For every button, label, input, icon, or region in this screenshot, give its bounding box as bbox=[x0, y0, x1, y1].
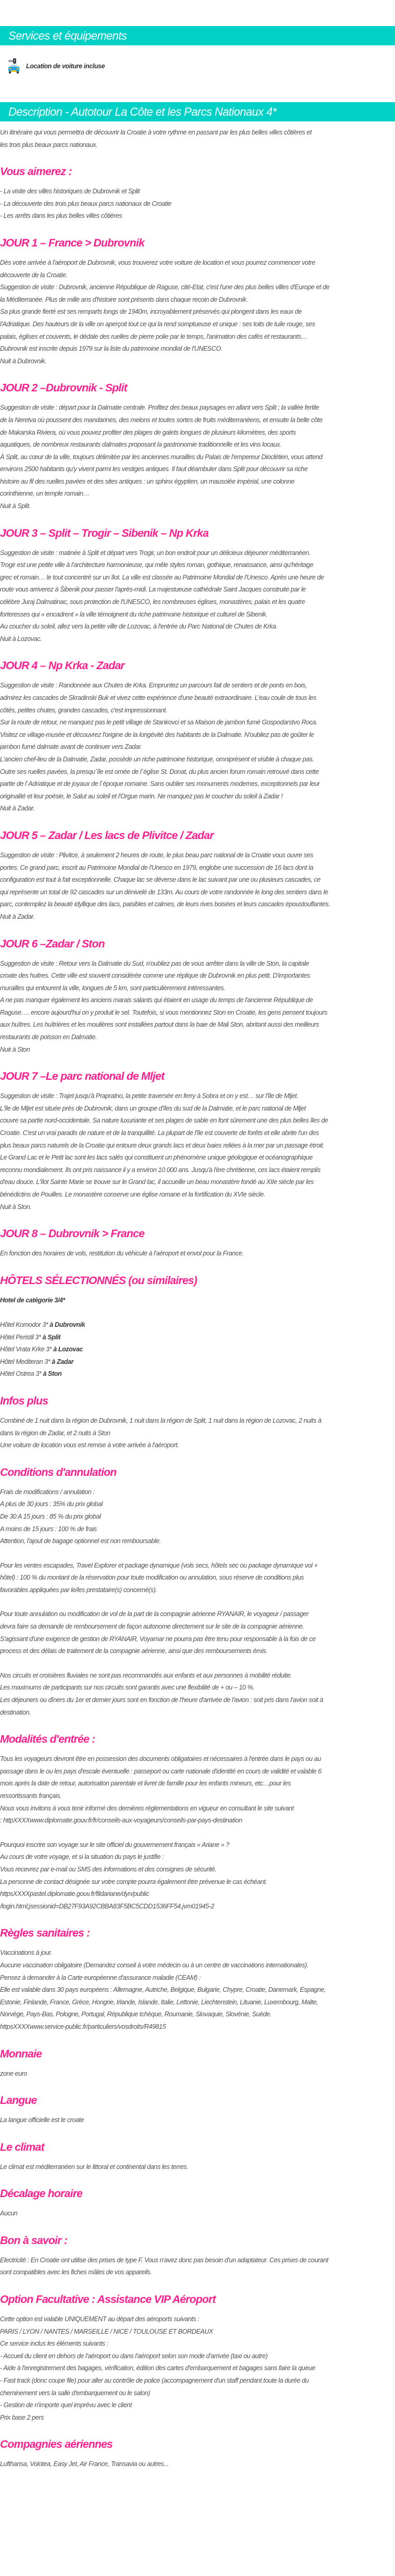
text-line: Raguse…. encore aujourd'hui on y produit le sel. Toutefois, si vous mentionnez Ston en Croatie, les gens pensent toujours bbox=[0, 1008, 327, 1016]
text-line: admirez les cascades de Skradinski Buk et vivez cette expérience d'une beauté extraordinaire. L'eau coule de tous les bbox=[0, 694, 316, 701]
timezone-body bbox=[0, 2208, 395, 2220]
text-line: Pourquoi inscrire son voyage sur le site officiel du gouvernement français « Ariane » ? bbox=[0, 1841, 229, 1848]
text-line: découverte de la Croatie. bbox=[0, 271, 68, 279]
infos-body bbox=[0, 1415, 395, 1452]
conditions-ryanair bbox=[0, 1608, 395, 1657]
hotel-category: Hotel de catégorie 3/4* bbox=[0, 1296, 65, 1304]
currency-section bbox=[0, 2047, 395, 2080]
text-line: cheminement vers la salle d'embarquement ou le salon) bbox=[0, 2389, 150, 2397]
text-line: palais, églises et couvents, le dédale des ruelles de pierre polie par le temps, l'animation des cafés et restaurants… bbox=[0, 332, 307, 340]
text-line: Suggestion de visite : matinée à Split et départ vers Trogir, un bon endroit pour un délicieux déjeuner méditerranéen. bbox=[0, 549, 311, 557]
text-line: plus beaux parcs naturels de la Croatie qui entoure deux grands lacs et deux baies reliées à la mer par un passage étroit. bbox=[0, 1141, 325, 1149]
text-line: Le Grand Lac et le Petit lac sont les lacs salés qui constituent un phénomène unique géologique et océanographique bbox=[0, 1154, 313, 1162]
language-title: Langue bbox=[0, 2094, 37, 2107]
text-line: portes. Ce grand parc, inscrit au Patrimoine Mondial de l'Unesco en 1979, englobe une succession de 16 lacs dont la bbox=[0, 864, 314, 871]
text-line: Au cours de votre voyage, et si la situation du pays le justifie : bbox=[0, 1853, 164, 1861]
text-line: jambon fumé dalmate avant de continuer vers Zadar. bbox=[0, 743, 142, 751]
section-body bbox=[0, 547, 395, 646]
text-line: Frais de modifications / annulation : bbox=[0, 1488, 95, 1496]
text-line: - Accueil du client en dehors de l'aéroport ou dans l'aéroport selon son mode d'arrivée (taxi ou autre) bbox=[0, 2352, 268, 2360]
section-title: JOUR 6 –Zadar / Ston bbox=[0, 938, 105, 950]
language-section bbox=[0, 2093, 395, 2127]
text-line: Ce service inclus les éléments suivants : bbox=[0, 2340, 108, 2348]
section-body bbox=[0, 1248, 395, 1260]
text-line: La personne de contact désignée sur votre compte pourra également être prévenue le cas échéant. bbox=[0, 1878, 267, 1885]
text-line: forteresses qui « encadrent » la ville témoignent du riche patrimoine historique et culturel de Sibenik. bbox=[0, 610, 268, 618]
itinerary-section bbox=[0, 829, 395, 923]
hotel-item: Hôtel Mediteran 3* à Zadar bbox=[0, 1358, 73, 1365]
text-line: A moins de 15 jours : 100 % de frais bbox=[0, 1525, 97, 1533]
text-line: A ne pas manquer également les anciens marais salants qui étaient en usage du temps de l'ancienne République de bbox=[0, 996, 313, 1004]
section-body bbox=[0, 958, 395, 1056]
hotels-body bbox=[0, 1295, 395, 1381]
services-header bbox=[0, 26, 395, 45]
service-label: Location de voiture incluse bbox=[26, 63, 105, 70]
health-title: Règles sanitaires : bbox=[0, 1927, 90, 1940]
itinerary-section bbox=[0, 937, 395, 1056]
airlines-body bbox=[0, 2458, 395, 2471]
text-line: restaurants de poisson en Dalmatie. bbox=[0, 1033, 97, 1041]
text-line: A plus de 30 jours : 35% du prix global bbox=[0, 1500, 103, 1508]
text-line: partie de l´Adriatique et de joyaux de l´époque romaine. Sans oublier ses monuments modernes, exceptionnels par leur bbox=[0, 780, 320, 788]
itinerary-section bbox=[0, 1069, 395, 1213]
text-line: corinthienne, un temple romain… bbox=[0, 490, 90, 498]
itinerary-section bbox=[0, 659, 395, 815]
text-line: Dubrovnik est inscrite depuis 1979 sur la liste du patrimoine mondial de l'UNESCO. bbox=[0, 345, 223, 353]
section-body bbox=[0, 680, 395, 815]
section-body bbox=[0, 402, 395, 512]
text-line: Attention, l'ajout de bagage optionnel est non remboursable. bbox=[0, 1537, 161, 1545]
infos-section bbox=[0, 1394, 395, 1452]
section-title: Vous aimerez : bbox=[0, 166, 72, 178]
text-line: destination. bbox=[0, 1708, 31, 1716]
text-line: grec et romain… le tout concentré sur un îlot. La ville est classée au Patrimoine Mondial de l'Unesco. Après une heure de bbox=[0, 573, 324, 581]
text-line: - Gestion de n'importe quel imprévu avec le client bbox=[0, 2401, 132, 2409]
text-line: Croatie. C'est un vrai paradis de nature et de la tranquillité. La plupart de l'île est couverte de forêts et elle abrite l'un des bbox=[0, 1129, 319, 1137]
text-line: /login.html;jsessionid=DB27F93A92CBBA83F5BC5CDD1536FF54.jvm01945-2 bbox=[0, 1902, 214, 1910]
conditions-section bbox=[0, 1465, 395, 1719]
text-line: Suggestion de visite : Trajet jusqu'à Prapratno, la petite traversée en ferry à Sobra et on y est… sur l'île de Mljet. bbox=[0, 1092, 299, 1100]
infos-title: Infos plus bbox=[0, 1395, 48, 1407]
description-title: Description - Autotour La Côte et les Parcs Nationaux 4* bbox=[8, 105, 277, 118]
text-line: Pour toute annulation ou modification de vol de la part de la compagnie aérienne RYANAIR, le voyageur / passager bbox=[0, 1610, 308, 1618]
text-line: qui représente un total de 92 cascades sur un dénivelé de 133m. Au cours de votre randonnée le long des sentiers dans le bbox=[0, 888, 328, 896]
section-title: JOUR 5 – Zadar / Les lacs de Plivitce / Zadar bbox=[0, 829, 214, 842]
text-line: d'eau douce. L'îlot Sainte Marie se trouve sur le Grand lac, il accueille un beau monastère fondé au XIIe siècle par les bbox=[0, 1178, 314, 1186]
text-line: la Méditerranée. Plus de mille ans d'histoire sont présents dans chaque recoin de Dubrovnik. bbox=[0, 295, 248, 303]
text-line: Nuit à Split. bbox=[0, 502, 31, 510]
text-line: Dès votre arrivée à l'aéroport de Dubrovnik, vous trouverez votre voiture de location et vous pourrez commencer votre bbox=[0, 258, 315, 266]
text-line: Cette option est valable UNIQUEMENT au départ des aéroports suivants : bbox=[0, 2315, 200, 2323]
text-line: - Les arrêts dans les plus belles villes côtières bbox=[0, 212, 122, 220]
entry-ariane bbox=[0, 1839, 395, 1913]
text-line: ressortissants français. bbox=[0, 1792, 61, 1799]
currency-body bbox=[0, 2068, 395, 2080]
text-line: À Split, au cœur de la ville, toujours délimitée par les anciennes murailles du Palais de l'empereur Dioclétien, vous attend bbox=[0, 453, 323, 461]
text-line: Lufthansa, Volotea, Easy Jet, Air France, Transavia ou autres... bbox=[0, 2460, 169, 2468]
section-title: JOUR 7 –Le parc national de Mljet bbox=[0, 1070, 165, 1083]
text-line: Nous vous invitons à vous tenir informé des dernières réglementations en vigueur en consultant le site suivant bbox=[0, 1804, 294, 1812]
text-line: reconnu mondialement. Ils ont pris naissance il y a environ 10 000 ans. Jusqu'à l'ère chrétienne, ces lacs étaient remplis bbox=[0, 1166, 320, 1174]
itinerary-section bbox=[0, 526, 395, 646]
intro-text: Un itinéraire qui vous permettra de découvrir la Croatie à votre rythme en passant par les plus belles villes côtières et les trois plus beaux parcs nationaux. bbox=[0, 129, 312, 149]
currency-title: Monnaie bbox=[0, 2048, 42, 2060]
text-line: aquatiques, de nombreux restaurants dalmates proposant la gastronomie traditionnelle et les vins locaux. bbox=[0, 441, 281, 449]
text-line: Nuit à Ston bbox=[0, 1045, 30, 1053]
conditions-title: Conditions d'annulation bbox=[0, 1466, 117, 1478]
text-line: La langue officielle est le croate bbox=[0, 2116, 84, 2124]
text-line: PARIS / LYON / NANTES / MARSEILLE / NICE / TOULOUSE ET BORDEAUX bbox=[0, 2327, 213, 2335]
text-line: passage dans le ou les pays d'escale éventuelle : passeport ou carte nationale d'identité en cours de validité et valable 6 bbox=[0, 1767, 322, 1775]
text-line: S'agissant d'une exigence de gestion de RYANAIR, Voyamar ne pourra pas être tenu pour responsable à la fois de ce bbox=[0, 1635, 316, 1643]
text-line: croate des huitres. Cette ville est souvent considérée comme une réplique de Dubrovnik en plus petit. D'importantes bbox=[0, 972, 310, 980]
entry-section bbox=[0, 1732, 395, 1913]
text-line: Pour les ventes escapades, Travel Explorer et package dynamique (vols secs, hôtels sec ou package dynamique vol + bbox=[0, 1561, 318, 1569]
hotels-section bbox=[0, 1274, 395, 1381]
text-line: Aucun bbox=[0, 2210, 18, 2217]
text-line: Suggestion de visite : Randonnée aux Chutes de Krka. Empruntez un parcours fait de sentiers et de ponts en bois, bbox=[0, 682, 307, 689]
text-line: : httpXXXXwww.diplomatie.gouv.fr/fr/conseils-aux-voyageurs/conseils-par-pays-destination bbox=[0, 1817, 242, 1825]
text-line: Nuit à Zadar. bbox=[0, 805, 35, 812]
hotel-item: Hôtel Komodor 3* à Dubrovnik bbox=[0, 1321, 85, 1328]
text-line: En fonction des horaires de vols, restitution du véhicule à l'aéroport et envol pour la France. bbox=[0, 1250, 244, 1258]
text-line: Les déjeuners ou dîners du 1er et dernier jours sont en fonction de l'heure d'arrivée de l'avion : soit pris dans l'avion soit à bbox=[0, 1696, 323, 1704]
text-line: - Fast track (donc coupe file) pour aller au contrôle de police (accompagnement d'un staff pendant toute la durée du bbox=[0, 2377, 309, 2385]
section-body bbox=[0, 257, 395, 367]
text-line: environs 2500 habitants qu'y vivent parmi les vestiges antiques. Il faut déambuler dans Split pour découvrir sa riche bbox=[0, 465, 308, 473]
text-line: Tous les voyageurs devront être en possession des documents obligatoires et nécessaires à l'entrée dans le pays ou au bbox=[0, 1755, 321, 1763]
text-line: célèbre Juraj Dalmatinac, sous protection de l'UNESCO, les nombreuses églises, monastères, palais et les quatre bbox=[0, 598, 305, 606]
text-line: httpsXXXXpastel.diplomatie.gouv.fr/fildariane/dyn/public bbox=[0, 1890, 150, 1898]
car-rental-icon bbox=[7, 58, 21, 74]
text-line: parc, contemplez la beauté idyllique des lacs, paisibles et calmes, de leurs rives boisées et leurs cascades époustouflantes. bbox=[0, 901, 330, 908]
vip-option-title: Option Facultative : Assistance VIP Aéroport bbox=[0, 2294, 216, 2306]
service-item bbox=[0, 56, 395, 77]
description-content bbox=[0, 127, 395, 2471]
section-body bbox=[0, 186, 395, 223]
text-line: Electricité : En Croatie ont utilise des prises de type F. Vous n'avez donc pas besoin d'un adaptateur. Ces prises de courant bbox=[0, 2256, 328, 2264]
text-line: - La découverte des trois plus beaux parcs nationaux de Croatie bbox=[0, 200, 171, 207]
text-line: Le climat est méditerranéen sur le littoral et continental dans les terres. bbox=[0, 2163, 189, 2171]
climate-title: Le climat bbox=[0, 2141, 44, 2153]
text-line: de Makarska Riviera, où vous pouvez profiter des plages de galets longues de plusieurs kilomètres, des sports bbox=[0, 428, 296, 436]
text-line: - La visite des villes historiques de Dubrovnik et Split bbox=[0, 188, 140, 195]
text-line: Sa plus grande fierté est ses remparts longs de 1940m, incroyablement préservés qui plongent dans les eaux de bbox=[0, 308, 302, 316]
hotel-item: Hôtel Ostrea 3* à Ston bbox=[0, 1370, 62, 1378]
text-line: Combiné de 1 nuit dans la région de Dubrovnik, 1 nuit dans la région de Split, 1 nuit dans la région de Lozovac, 2 nuits à bbox=[0, 1416, 322, 1424]
text-line: originalité et leur poésie, le Salut au soleil et l'Orgue marin. Ne manquez pas le coucher du soleil à Zadar ! bbox=[0, 792, 283, 800]
good-to-know-section bbox=[0, 2234, 395, 2279]
good-to-know-title: Bon à savoir : bbox=[0, 2234, 68, 2247]
text-line: - Aide à l'enregistrement des bagages, vérification, édition des cartes d'embarquement et bagages sans faire la queue bbox=[0, 2364, 315, 2372]
text-line: Nos circuits et croisières fluviales ne sont pas recommandés aux enfants et aux personnes à mobilité réduite. bbox=[0, 1671, 292, 1679]
text-line: Sur la route de retour, ne manquez pas le petit village de Stankovci et sa Maison de jambon fumé Gospodarstvo Roca. bbox=[0, 719, 318, 726]
text-line: Nuit à Ston. bbox=[0, 1203, 32, 1211]
text-line: dans la région de Zadar, et 2 nuits à Ston bbox=[0, 1429, 110, 1437]
vip-option-section bbox=[0, 2292, 395, 2424]
text-line: Nuit à Zadar. bbox=[0, 913, 35, 920]
airlines-section bbox=[0, 2437, 395, 2471]
airlines-title: Compagnies aériennes bbox=[0, 2438, 113, 2451]
entry-documents bbox=[0, 1753, 395, 1827]
text-line: Les maximums de participants sur nos circuits sont garantis avec une flexibilité de + ou – 10 %. bbox=[0, 1684, 255, 1692]
conditions-fees bbox=[0, 1486, 395, 1548]
text-line: couvre sa partie nord-occidentale. Sa nature luxuriante et ses plages de sable en font sûrement une des plus belles îles de bbox=[0, 1117, 328, 1125]
itinerary-section bbox=[0, 165, 395, 223]
itinerary-section bbox=[0, 236, 395, 367]
text-line: Nuit à Dubrovnik. bbox=[0, 357, 46, 365]
section-title: JOUR 8 – Dubrovnik > France bbox=[0, 1228, 144, 1240]
text-line: hôtel) : 100 % du montant de la réservation pour toute modification ou annulation, sous réserve de conditions plus bbox=[0, 1574, 304, 1582]
text-line: httpsXXXXwww.service-public.fr/particuliers/vosdroits/R49815 bbox=[0, 2023, 166, 2030]
text-line: Au coucher du soleil, allez vers la petite ville de Lozovac, à l'entrée du Parc National de Chutes de Krka. bbox=[0, 623, 278, 631]
climate-body bbox=[0, 2161, 395, 2174]
itinerary-section bbox=[0, 1227, 395, 1260]
text-line: aux huîtres. Les huîtrières et les moulières sont installées partout dans la baie de Mali Ston, abritant aussi des meilleurs bbox=[0, 1021, 319, 1029]
itinerary-sections bbox=[0, 165, 395, 1260]
text-line: Nuit à Lozovac. bbox=[0, 635, 42, 643]
text-line: Vous recevrez par e-mail ou SMS des informations et des consignes de sécurité. bbox=[0, 1865, 217, 1873]
text-line: favorables appliquées par le/les prestataire(s) concerné(s). bbox=[0, 1586, 157, 1594]
entry-title: Modalités d'entrée : bbox=[0, 1733, 95, 1746]
text-line: L'île de Mljet est située près de Dubrovnik, dans un groupe d'îles du sud de la Dalmatie, et le parc national de Mljet bbox=[0, 1104, 306, 1112]
hotel-list bbox=[0, 1319, 395, 1381]
section-title: JOUR 1 – France > Dubrovnik bbox=[0, 237, 144, 249]
good-to-know-body bbox=[0, 2254, 395, 2279]
health-body bbox=[0, 1947, 395, 2033]
text-line: côtés, petites chutes, grandes cascades, c'est impressionnant. bbox=[0, 706, 168, 714]
text-line: l'Adriatique. Des hauteurs de la ville on aperçoit tout ce qui la rend somptueuse et unique : ses toits de tuile rouge, ses bbox=[0, 320, 315, 328]
text-line: Suggestion de visite : Plivitce, à seulement 2 heures de route, le plus beau parc national de la Croatie vous ouvre ses bbox=[0, 851, 314, 859]
hotel-item: Hôtel Vrata Krke 3* à Lozovac bbox=[0, 1346, 83, 1353]
text-line: Elle est valable dans 30 pays européens : Allemagne, Autriche, Belgique, Bulgarie, Chypre, Croatie, Danemark, Espagne, bbox=[0, 1986, 326, 1994]
text-line: Outre ses ruelles pavées, la presqu´île est ornée de l´église St. Donat, du plus ancien forum romain retrouvé dans cette bbox=[0, 768, 319, 775]
text-line: zone euro bbox=[0, 2069, 27, 2077]
section-body bbox=[0, 1090, 395, 1213]
text-line: Trogir est une petite ville à l'architecture harmonieuse, qui mêle styles roman, gothique, renaissance, ainsi qu'héritage bbox=[0, 561, 314, 569]
text-line: route vous arriverez à Šibenik pour passer l'après-midi. La majestueuse cathédrale Saint Jacques construite par le bbox=[0, 586, 306, 594]
text-line: histoire au fil des ruelles pavées et des sites antiques : un sphinx égyptien, un mausolée impérial, une colonne bbox=[0, 477, 294, 485]
text-line: Vaccinations à jour. bbox=[0, 1949, 52, 1957]
section-title: JOUR 4 – Np Krka - Zadar bbox=[0, 660, 125, 672]
text-line: bénédictins de Pouilles. Le monastère conserve une église romane et la fortification du XVIe siècle. bbox=[0, 1191, 265, 1198]
text-line: Visitez ce village-musée et découvrez l'origine de la longévité des habitants de la Dalmatie. N'oubliez pas de goûter le bbox=[0, 731, 314, 738]
text-line: process et des délais de traitement de la compagnie aérienne, ainsi que des remboursements émis. bbox=[0, 1647, 268, 1655]
climate-section bbox=[0, 2140, 395, 2174]
text-line: Prix base 2 pers bbox=[0, 2413, 44, 2421]
section-title: JOUR 3 – Split – Trogir – Sibenik – Np Krka bbox=[0, 527, 209, 539]
conditions-dynamic bbox=[0, 1560, 395, 1597]
section-title: JOUR 2 –Dubrovnik - Split bbox=[0, 382, 127, 395]
text-line: mois après la date de retour, autorisation parentale et livret de famille pour les enfants mineurs, etc…pour les bbox=[0, 1780, 291, 1788]
text-line: De 30 A 15 jours : 85 % du prix global bbox=[0, 1512, 101, 1520]
text-line: de la Neretva où poussent des mandarines, des melons et toutes sortes de fruits méditerranéens, et ensuite la belle côte bbox=[0, 416, 323, 424]
timezone-title: Décalage horaire bbox=[0, 2188, 83, 2200]
hotel-item: Hôtel Peristil 3* à Split bbox=[0, 1333, 61, 1341]
text-line: configuration est tout à fait exceptionnelle. Chaque lac se déverse dans le lac suivant par une ou plusieurs cascades, ce bbox=[0, 876, 320, 884]
section-body bbox=[0, 849, 395, 923]
description-header bbox=[0, 102, 395, 121]
text-line: Aucune vaccination obligatoire (Demandez conseil à votre médecin ou à un centre de vaccinations internationales). bbox=[0, 1961, 308, 1969]
vip-option-body bbox=[0, 2313, 395, 2424]
services-title: Services et équipements bbox=[8, 29, 127, 42]
text-line: Norvège, Pays-Bas, Pologne, Portugal, République tchèque, Roumanie, Slovaquie, Slovénie, Suède. bbox=[0, 2011, 271, 2018]
text-line: murailles qui entourent la ville, longues de 5 km, sont particulièrement intéressantes. bbox=[0, 984, 225, 992]
text-line: sont compatibles avec les fiches mâles de vos appareils. bbox=[0, 2269, 152, 2276]
text-line: Pensez à demander à la Carte européenne d'assurance maladie (CEAM) : bbox=[0, 1974, 201, 1981]
language-body bbox=[0, 2114, 395, 2127]
text-line: Une voiture de location vous est remise à votre arrivée à l'aéroport. bbox=[0, 1441, 179, 1449]
health-section bbox=[0, 1926, 395, 2033]
text-line: devra faire sa demande de remboursement de façon autonome directement sur le site de la compagnie aérienne. bbox=[0, 1623, 304, 1631]
timezone-section bbox=[0, 2187, 395, 2220]
text-line: Suggestion de visite : Retour vers la Dalmatie du Sud, n'oubliez pas de vous arrêter dans la ville de Ston, la capitale bbox=[0, 959, 309, 967]
text-line: Suggestion de visite : Dubrovnik, ancienne République de Raguse, cité-Etat, c'est l'une des plus belles villes d'Europe et de bbox=[0, 284, 330, 291]
hotels-title: HÔTELS SÉLECTIONNÉS (ou similaires) bbox=[0, 1274, 198, 1287]
text-line: Suggestion de visite : départ pour la Dalmatie centrale. Profitez des beaux paysages en allant vers Split ; la vallée fertile bbox=[0, 404, 319, 412]
conditions-notes bbox=[0, 1670, 395, 1719]
text-line: Estonie, Finlande, France, Grèce, Hongrie, Irlande, Islande, Italie, Lettonie, Liechtenstein, Lituanie, Luxembourg, Malte, bbox=[0, 1998, 318, 2006]
itinerary-section bbox=[0, 381, 395, 512]
text-line: L'ancien chef-lieu de la Dalmatie, Zadar, possède un riche patrimoine historique, omniprésent et visible à chaque pas. bbox=[0, 755, 314, 763]
